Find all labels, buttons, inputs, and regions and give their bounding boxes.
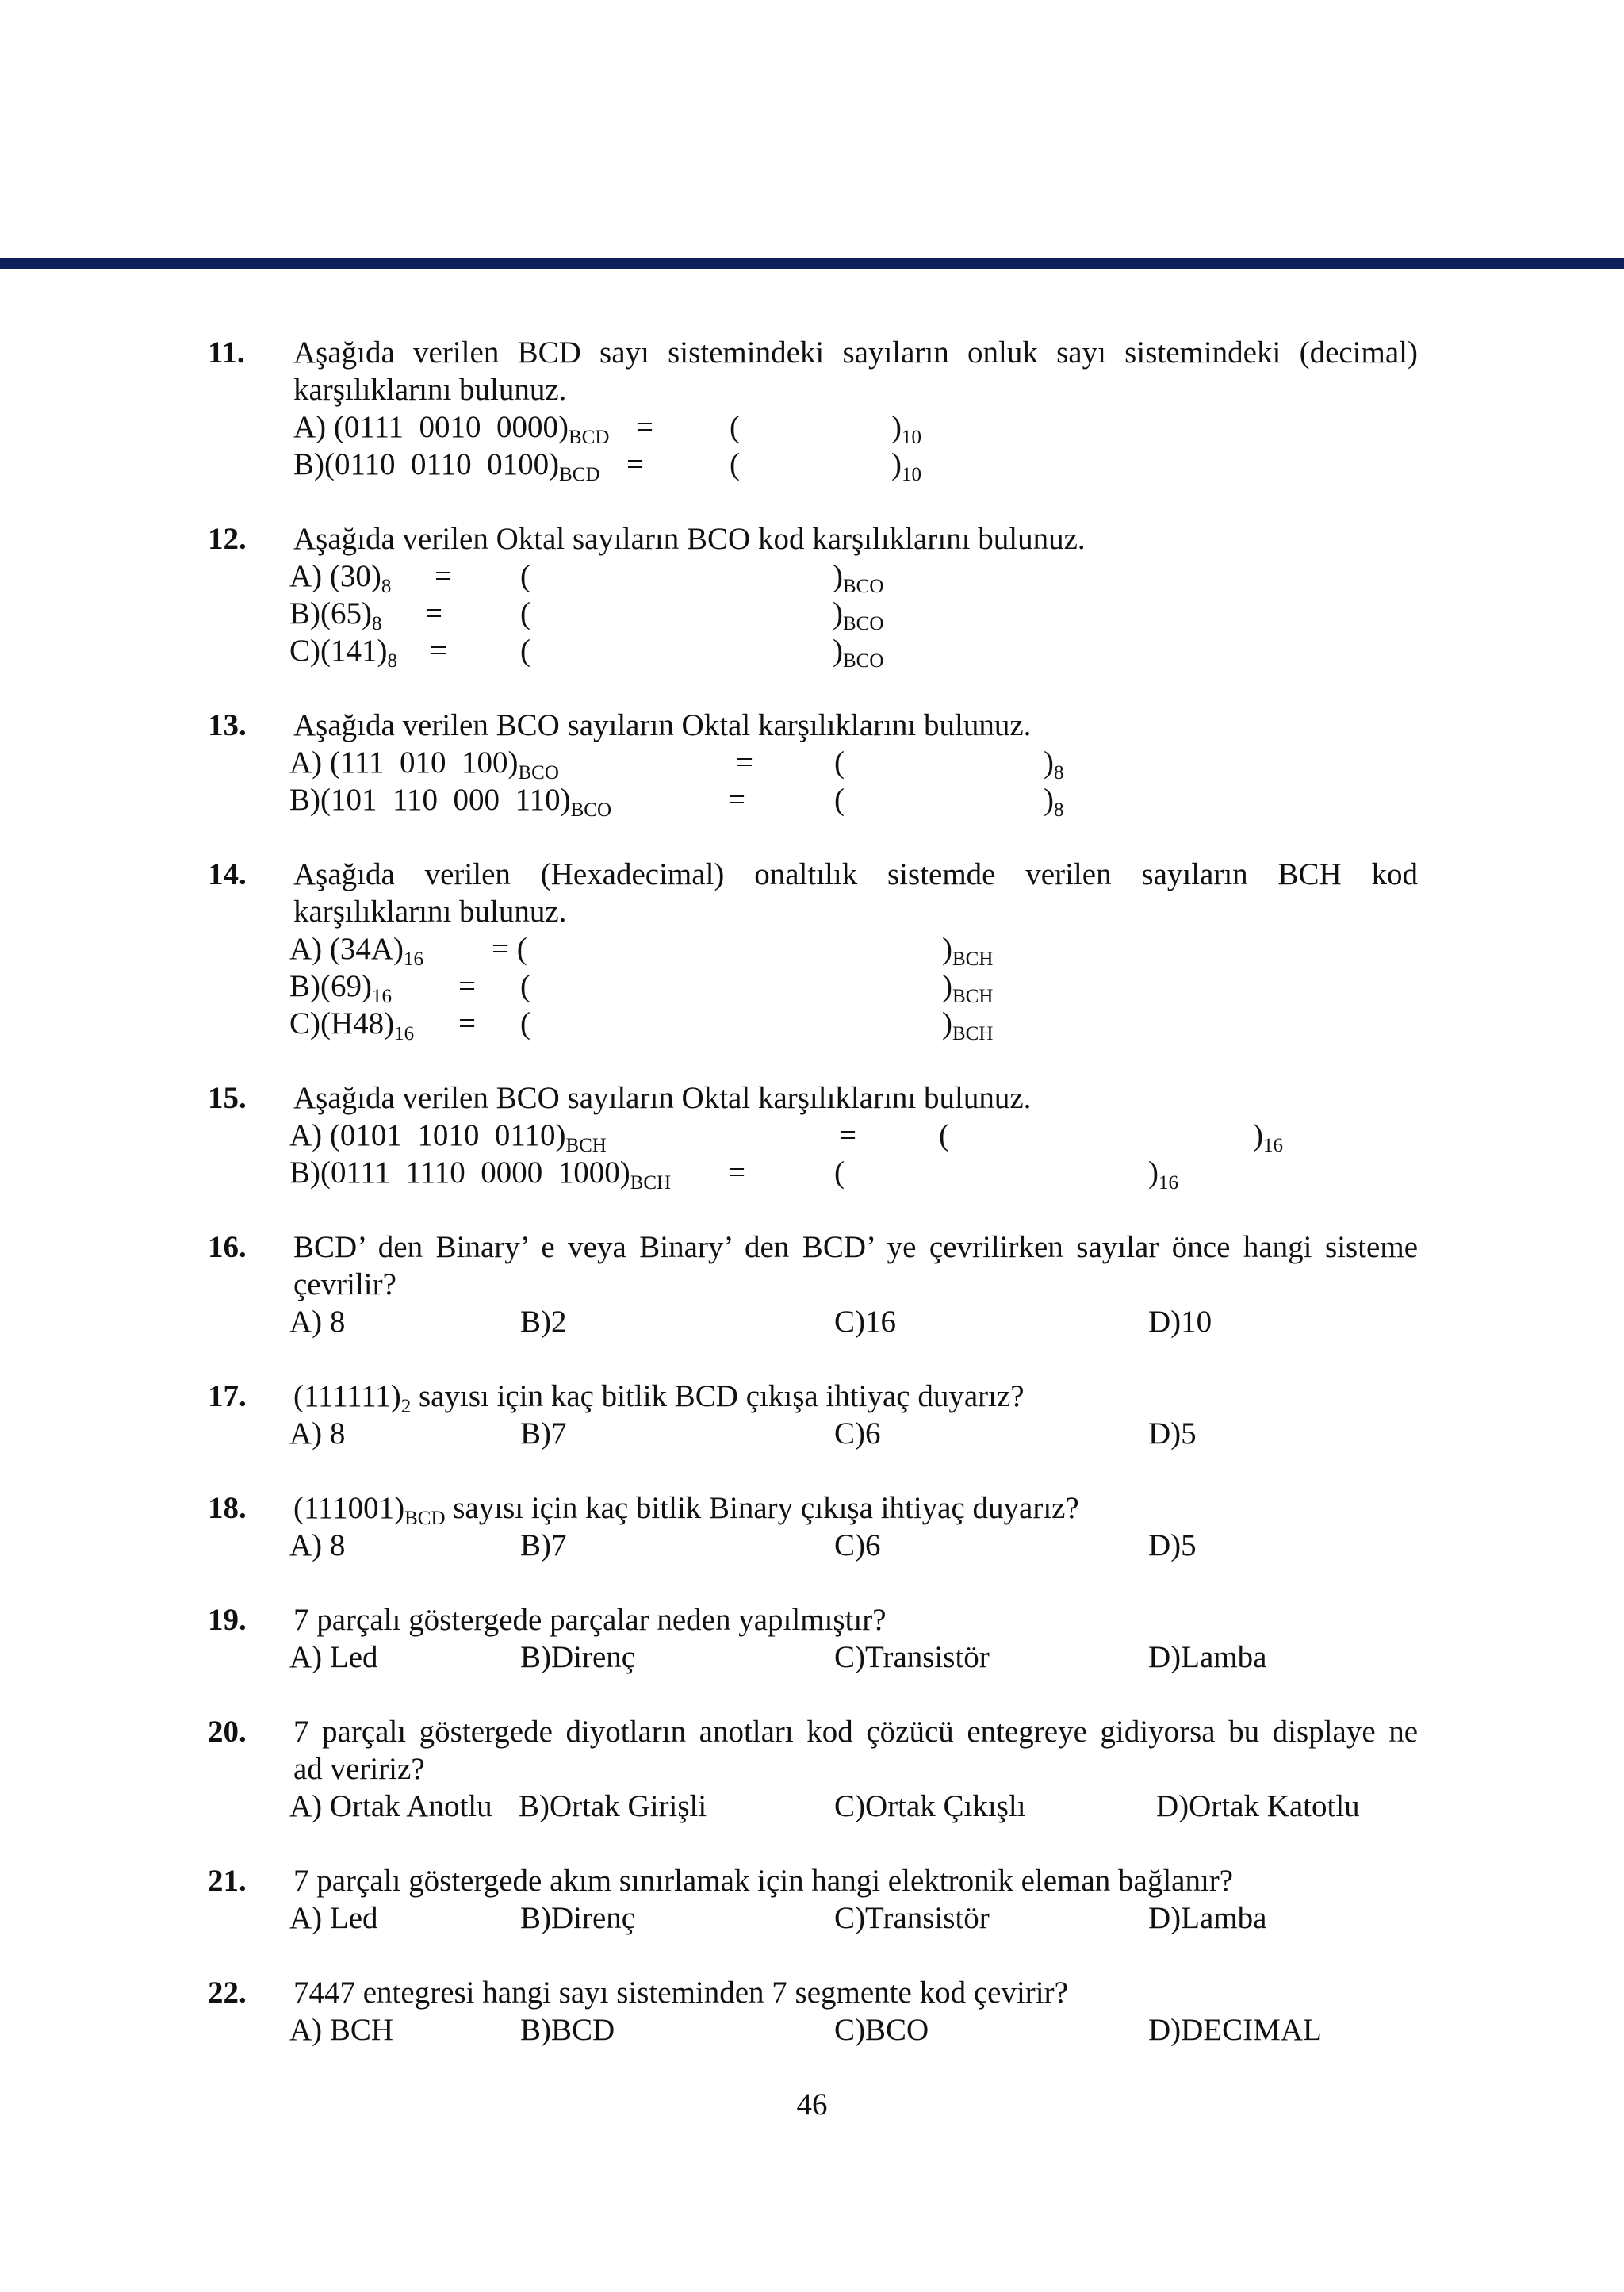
equals-sign: = bbox=[736, 745, 753, 780]
question-text-line1: BCD’ den Binary’ e veya Binary’ den BCD’ ye çevrilirken sayılar önce hangi sisteme bbox=[293, 1230, 1418, 1264]
question-text-line1: $(111111)_2$ sayısı için kaç bitlik BCD çıkışa ihtiyaç duyarız? bbox=[293, 1379, 1025, 1417]
question-number: 22. bbox=[208, 1976, 247, 2010]
open-paren: ( bbox=[834, 783, 845, 817]
page-number: 46 bbox=[796, 2087, 828, 2121]
question-text-line1: 7 parçalı göstergede diyotların anotları kod çözücü entegreye gidiyorsa bu displaye ne bbox=[293, 1715, 1418, 1749]
answer-blank-close: )$_{BCO}$ bbox=[833, 634, 884, 672]
option-d: D)5 bbox=[1148, 1528, 1197, 1562]
open-paren: ( bbox=[520, 969, 530, 1003]
answer-row-b bbox=[0, 1154, 1624, 1194]
equals-sign: = bbox=[626, 447, 644, 481]
question-text-line1: Aşağıda verilen BCO sayıların Oktal karşılıklarını bulunuz. bbox=[293, 1081, 1032, 1115]
answer-label: $C)(H48)_{16}$ bbox=[289, 1006, 415, 1044]
answer-row-a bbox=[0, 744, 1624, 784]
answer-label: A) $(30)_8$ bbox=[289, 559, 392, 597]
question-text-line1: Aşağıda verilen BCD sayı sistemindeki sayıların onluk sayı sistemindeki (decimal) bbox=[293, 335, 1418, 370]
question-text-line1: Aşağıda verilen BCO sayıların Oktal karşılıklarını bulunuz. bbox=[293, 708, 1032, 742]
question-text-line1: 7447 entegresi hangi sayı sisteminden 7 segmente kod çevirir? bbox=[293, 1976, 1068, 2010]
open-paren: ( bbox=[730, 447, 740, 481]
equals-sign: = bbox=[839, 1118, 856, 1152]
option-d: D)Ortak Katotlu bbox=[1156, 1789, 1360, 1823]
option-b: B)7 bbox=[520, 1416, 567, 1451]
option-b: B)Direnç bbox=[520, 1640, 636, 1674]
option-d: D)Lamba bbox=[1148, 1901, 1267, 1935]
option-a: A) Led bbox=[289, 1901, 378, 1935]
question-text-line2: karşılıklarını bulunuz. bbox=[293, 373, 567, 407]
option-b: B)7 bbox=[520, 1528, 567, 1562]
option-c: C)BCO bbox=[834, 2013, 929, 2047]
answer-row-b bbox=[0, 781, 1624, 821]
answer-row-a bbox=[0, 408, 1624, 446]
option-c: C)Transistör bbox=[834, 1901, 990, 1935]
equals-sign: = bbox=[425, 596, 442, 630]
open-paren: ( bbox=[834, 745, 845, 780]
option-b: B)Ortak Girişli bbox=[519, 1789, 707, 1823]
option-c: C)6 bbox=[834, 1416, 881, 1451]
option-b: B)Direnç bbox=[520, 1901, 636, 1935]
options-row bbox=[0, 1899, 1624, 1937]
question-number: 18. bbox=[208, 1491, 247, 1525]
option-c: C)Transistör bbox=[834, 1640, 990, 1674]
equals-sign: = bbox=[458, 969, 476, 1003]
answer-blank-close: )$_{16}$ bbox=[1148, 1156, 1178, 1194]
answer-blank-close: )$_{BCH}$ bbox=[942, 1006, 994, 1044]
answer-row-a bbox=[0, 930, 1624, 968]
option-b: B)2 bbox=[520, 1305, 567, 1339]
open-paren: ( bbox=[520, 596, 530, 630]
answer-blank-close: )$_{BCH}$ bbox=[942, 932, 994, 970]
question-text-line1: Aşağıda verilen Oktal sayıların BCO kod karşılıklarını bulunuz. bbox=[293, 522, 1086, 556]
answer-blank-close: )$_{10}$ bbox=[891, 410, 921, 448]
answer-blank-close: )$_{16}$ bbox=[1253, 1118, 1283, 1156]
answer-row-b bbox=[0, 968, 1624, 1005]
question-number: 16. bbox=[208, 1230, 247, 1264]
answer-blank-close: )$_{10}$ bbox=[891, 447, 921, 485]
answer-blank-close: )$_{BCO}$ bbox=[833, 596, 884, 634]
answer-label: $C)(141)_8$ bbox=[289, 634, 397, 672]
answer-label: B)(0110 0110 $0100)_{BCD}$ bbox=[293, 447, 600, 485]
answer-label: A) $(34A)_{16}$ bbox=[289, 932, 424, 970]
question-number: 13. bbox=[208, 708, 247, 742]
answer-label: $B)(69)_{16}$ bbox=[289, 969, 392, 1007]
option-a: A) Led bbox=[289, 1640, 378, 1674]
question-number: 12. bbox=[208, 522, 247, 556]
question-number: 14. bbox=[208, 857, 247, 891]
options-row bbox=[0, 1527, 1624, 1564]
open-paren: ( bbox=[939, 1118, 949, 1152]
equals-sign: = bbox=[636, 410, 653, 444]
question-text-line1: 7 parçalı göstergede parçalar neden yapılmıştır? bbox=[293, 1603, 887, 1637]
answer-label: B)(101 110 000 $110)_{BCO}$ bbox=[289, 783, 611, 821]
open-paren: ( bbox=[730, 410, 740, 444]
option-d: D)Lamba bbox=[1148, 1640, 1267, 1674]
equals-open: = ( bbox=[492, 932, 527, 966]
option-c: C)Ortak Çıkışlı bbox=[834, 1789, 1026, 1823]
answer-row-a bbox=[0, 558, 1624, 595]
options-row bbox=[0, 2011, 1624, 2049]
answer-blank-close: )$_{BCO}$ bbox=[833, 559, 884, 597]
question-number: 21. bbox=[208, 1864, 247, 1898]
open-paren: ( bbox=[520, 559, 530, 593]
answer-label: A) (111 010 $100)_{BCO}$ bbox=[289, 745, 559, 784]
answer-row-a bbox=[0, 1117, 1624, 1154]
equals-sign: = bbox=[728, 1156, 745, 1190]
answer-label: A) (0111 0010 $0000)_{BCD}$ bbox=[293, 410, 610, 448]
header-rule bbox=[0, 258, 1624, 269]
question-text-line2: ad veririz? bbox=[293, 1752, 425, 1786]
option-c: C)6 bbox=[834, 1528, 881, 1562]
option-a: A) Ortak Anotlu bbox=[289, 1789, 492, 1823]
question-text-line2: karşılıklarını bulunuz. bbox=[293, 895, 567, 929]
option-a: A) 8 bbox=[289, 1416, 346, 1451]
answer-blank-close: )$_{BCH}$ bbox=[942, 969, 994, 1007]
option-a: A) 8 bbox=[289, 1528, 346, 1562]
answer-label: $B)(65)_8$ bbox=[289, 596, 382, 634]
equals-sign: = bbox=[430, 634, 447, 668]
question-text-line1: $(111001)_{BCD}$ sayısı için kaç bitlik Binary çıkışa ihtiyaç duyarız? bbox=[293, 1491, 1079, 1529]
question-text-line1: Aşağıda verilen (Hexadecimal) onaltılık sistemde verilen sayıların BCH kod bbox=[293, 857, 1418, 891]
open-paren: ( bbox=[520, 634, 530, 668]
answer-blank-close: )$_8$ bbox=[1044, 783, 1064, 821]
question-text-line1: 7 parçalı göstergede akım sınırlamak için hangi elektronik eleman bağlanır? bbox=[293, 1864, 1234, 1898]
option-d: D)DECIMAL bbox=[1148, 2013, 1322, 2047]
option-c: C)16 bbox=[834, 1305, 896, 1339]
question-text-line2: çevrilir? bbox=[293, 1267, 396, 1301]
option-b: B)BCD bbox=[520, 2013, 615, 2047]
question-number: 19. bbox=[208, 1603, 247, 1637]
equals-sign: = bbox=[728, 783, 745, 817]
answer-label: A) (0101 1010 $0110)_{BCH}$ bbox=[289, 1118, 607, 1156]
equals-sign: = bbox=[458, 1006, 476, 1041]
answer-label: B)(0111 1110 0000 $1000)_{BCH}$ bbox=[289, 1156, 672, 1194]
open-paren: ( bbox=[834, 1156, 845, 1190]
open-paren: ( bbox=[520, 1006, 530, 1041]
answer-row-b bbox=[0, 446, 1624, 483]
question-number: 15. bbox=[208, 1081, 247, 1115]
answer-blank-close: )$_8$ bbox=[1044, 745, 1064, 784]
options-row bbox=[0, 1415, 1624, 1452]
option-d: D)10 bbox=[1148, 1305, 1212, 1339]
option-a: A) BCH bbox=[289, 2013, 394, 2047]
option-a: A) 8 bbox=[289, 1305, 346, 1339]
option-d: D)5 bbox=[1148, 1416, 1197, 1451]
answer-row-c bbox=[0, 632, 1624, 672]
question-number: 20. bbox=[208, 1715, 247, 1749]
options-row bbox=[0, 1639, 1624, 1676]
equals-sign: = bbox=[435, 559, 452, 593]
question-number: 11. bbox=[208, 335, 245, 370]
options-row bbox=[0, 1788, 1624, 1825]
answer-row-c bbox=[0, 1005, 1624, 1042]
answer-row-b bbox=[0, 595, 1624, 632]
question-number: 17. bbox=[208, 1379, 247, 1413]
options-row bbox=[0, 1303, 1624, 1340]
